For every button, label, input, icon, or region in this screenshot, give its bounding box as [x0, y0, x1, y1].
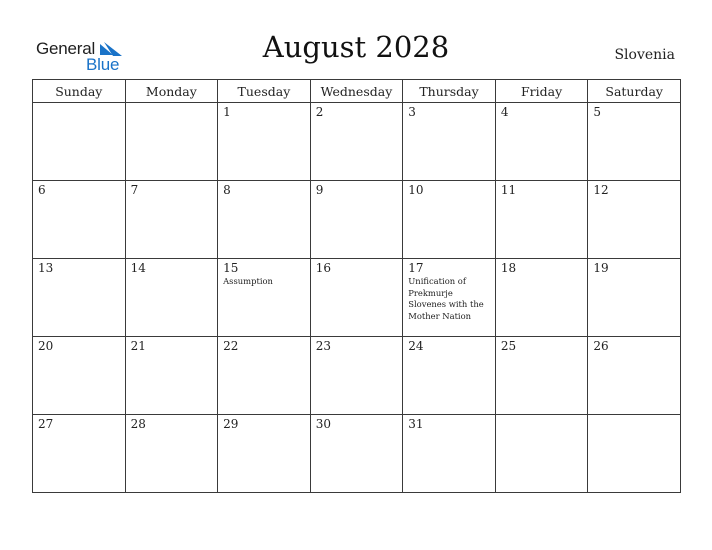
day-cell — [495, 103, 588, 181]
day-number: 22 — [223, 339, 239, 353]
day-number: 9 — [315, 183, 324, 197]
weekday-header: Saturday — [588, 80, 681, 103]
week-row — [33, 415, 681, 493]
day-number — [496, 415, 588, 418]
day-number: 6 — [38, 183, 46, 197]
day-number: 12 — [593, 183, 609, 197]
country-label: Slovenia — [614, 47, 675, 63]
day-number: 1 — [223, 105, 231, 119]
day-cell — [310, 259, 403, 337]
holiday-label: Unification of Prekmurje Slovenes with the Mother Nation — [408, 276, 484, 321]
day-number: 21 — [130, 339, 146, 353]
day-number: 11 — [500, 183, 517, 197]
day-cell — [310, 181, 403, 259]
day-cell — [218, 259, 311, 337]
day-cell — [33, 181, 126, 259]
day-cell — [588, 415, 681, 493]
calendar-grid — [32, 79, 681, 493]
day-number: 30 — [315, 417, 331, 431]
day-cell — [588, 259, 681, 337]
day-cell — [218, 181, 311, 259]
day-cell — [310, 103, 403, 181]
day-cell — [125, 181, 218, 259]
day-number: 29 — [223, 417, 239, 431]
day-cell — [310, 415, 403, 493]
day-number: 24 — [408, 339, 424, 353]
weekday-header: Tuesday — [218, 80, 311, 103]
day-number: 2 — [315, 105, 324, 119]
day-number: 31 — [408, 417, 424, 431]
logo-text-blue: Blue — [86, 55, 120, 74]
week-row — [33, 337, 681, 415]
day-cell — [125, 103, 218, 181]
week-row — [33, 103, 681, 181]
day-cell — [125, 337, 218, 415]
day-cell — [588, 337, 681, 415]
day-number: 14 — [130, 261, 146, 275]
day-cell — [403, 181, 496, 259]
day-number: 18 — [500, 261, 517, 275]
day-cell — [125, 415, 218, 493]
day-cell — [495, 181, 588, 259]
weekday-header: Monday — [125, 80, 218, 103]
day-cell — [33, 259, 126, 337]
weekday-header: Thursday — [403, 80, 496, 103]
day-number: 4 — [500, 105, 509, 119]
logo-text-general: General — [36, 39, 96, 58]
day-number: 8 — [223, 183, 231, 197]
day-number: 15 — [223, 261, 239, 275]
day-number: 7 — [130, 183, 139, 197]
day-cell — [33, 415, 126, 493]
day-number: 13 — [38, 261, 54, 275]
day-number: 5 — [593, 105, 602, 119]
day-number — [33, 103, 125, 106]
day-cell — [33, 337, 126, 415]
week-row — [33, 259, 681, 337]
day-cell — [403, 337, 496, 415]
day-cell — [218, 415, 311, 493]
day-cell — [403, 415, 496, 493]
day-number: 25 — [500, 339, 517, 353]
day-number: 19 — [593, 261, 609, 275]
weekday-header: Wednesday — [310, 80, 403, 103]
weekday-header: Friday — [495, 80, 588, 103]
day-number: 17 — [408, 261, 424, 275]
day-number: 28 — [130, 417, 146, 431]
weekday-header-row — [33, 80, 681, 103]
day-number — [126, 103, 218, 106]
day-number: 20 — [38, 339, 54, 353]
day-number — [588, 415, 680, 418]
day-number: 27 — [38, 417, 54, 431]
day-cell — [125, 259, 218, 337]
weekday-header: Sunday — [33, 80, 126, 103]
day-number: 26 — [593, 339, 609, 353]
day-cell — [218, 337, 311, 415]
day-number: 16 — [315, 261, 331, 275]
day-cell — [588, 181, 681, 259]
holiday-label: Assumption — [223, 276, 273, 286]
day-number: 3 — [408, 105, 416, 119]
day-cell — [495, 337, 588, 415]
day-cell — [218, 103, 311, 181]
day-cell — [495, 259, 588, 337]
day-number: 10 — [408, 183, 424, 197]
day-cell — [33, 103, 126, 181]
day-cell — [403, 103, 496, 181]
day-cell — [588, 103, 681, 181]
page-title: August 2028 — [262, 30, 450, 64]
day-cell — [495, 415, 588, 493]
day-cell — [403, 259, 496, 337]
week-row — [33, 181, 681, 259]
day-number: 23 — [315, 339, 331, 353]
day-cell — [310, 337, 403, 415]
